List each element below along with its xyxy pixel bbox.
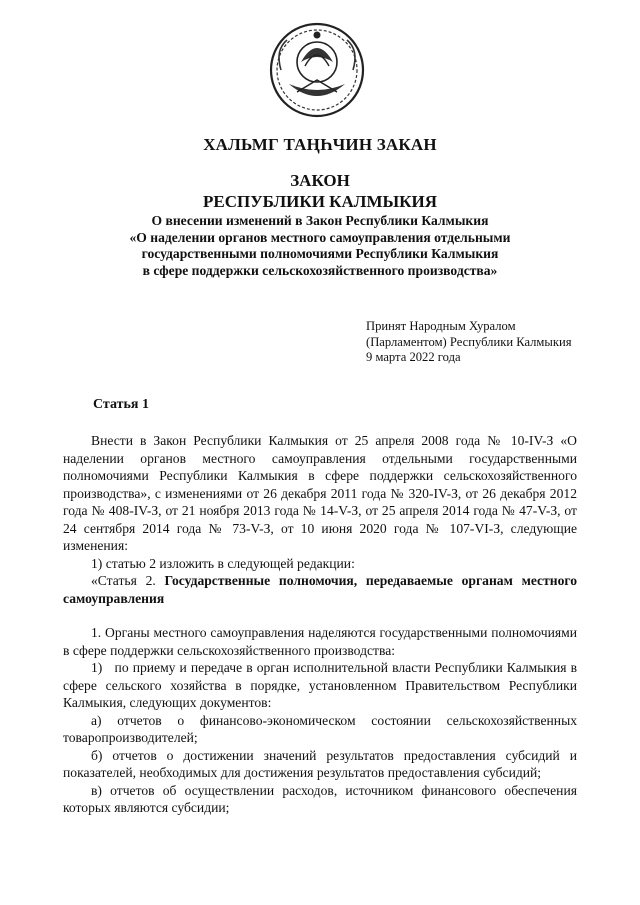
subject-line: в сфере поддержки сельскохозяйственного производства»	[142, 262, 498, 278]
subject-line: «О наделении органов местного самоуправления отдельными	[129, 229, 511, 245]
republic-title-line: РЕСПУБЛИКИ КАЛМЫКИЯ	[202, 192, 438, 211]
subject-line: государственными полномочиями Республики Калмыкия	[141, 246, 499, 261]
article-intro: Внести в Закон Республики Калмыкия от 25 апреля 2008 года № 10-IV-З «О наделении органов местного самоуправления отдельными государственными полномочиями Республики Калмыкия в сфере поддержки сельскохозяйственного производства», с изменениями от 26 декабря 2011 года № 320-IV-З, от 26 декабря 2012 года № 408-IV-З, от 21 ноября 2013 года № 14-V-З, от 25 апреля 2014 года № 47-V-З, от 24 сентября 2014 года № 73-V-З, от 10 июня 2020 года № 107-VI-З, следующие изменения:	[63, 433, 577, 553]
amendment-item: 1) статью 2 изложить в следующей редакции:	[91, 555, 355, 571]
subparagraph-b: б) отчетов о достижении значений результатов предоставления субсидий и показателей, необходимых для достижения результатов предоставления субсидий;	[63, 747, 577, 780]
subject-line: О внесении изменений в Закон Республики Калмыкия	[151, 213, 489, 228]
adoption-note	[366, 319, 606, 366]
paragraph-1: 1. Органы местного самоуправления наделяются государственными полномочиями в сфере поддержки сельскохозяйственного производства:	[63, 625, 577, 658]
law-title	[0, 170, 640, 212]
quoted-article-heading	[63, 572, 577, 607]
adoption-line: Принят Народным Хуралом	[366, 319, 516, 333]
kalmykia-coat-of-arms-icon	[267, 22, 367, 118]
law-title-line: ЗАКОН	[290, 171, 350, 190]
article-body	[63, 432, 581, 817]
adoption-line: (Парламентом) Республики Калмыкия	[366, 334, 572, 349]
subparagraph-a: а) отчетов о финансово-экономическом состоянии сельскохозяйственных товаропроизводителей;	[63, 712, 577, 745]
adoption-date: 9 марта 2022 года	[366, 350, 461, 365]
quoted-article-number: «Статья 2.	[91, 573, 156, 588]
quoted-article-title: Государственные полномочия, передаваемые органам местного самоуправления	[63, 573, 578, 606]
article-heading: Статья 1	[93, 397, 149, 412]
kalmyk-law-title: ХАЛЬМГ ТАҢҺЧИН ЗАКАН	[203, 135, 437, 154]
subparagraph-c: в) отчетов об осуществлении расходов, источником финансового обеспечения которых являются субсидии;	[63, 782, 577, 815]
subparagraph-1: 1) по приему и передаче в орган исполнительной власти Республики Калмыкия в сфере сельского хозяйства в порядке, установленном Правительством Республики Калмыкия, следующих документов:	[63, 660, 581, 710]
law-subject	[60, 213, 580, 279]
